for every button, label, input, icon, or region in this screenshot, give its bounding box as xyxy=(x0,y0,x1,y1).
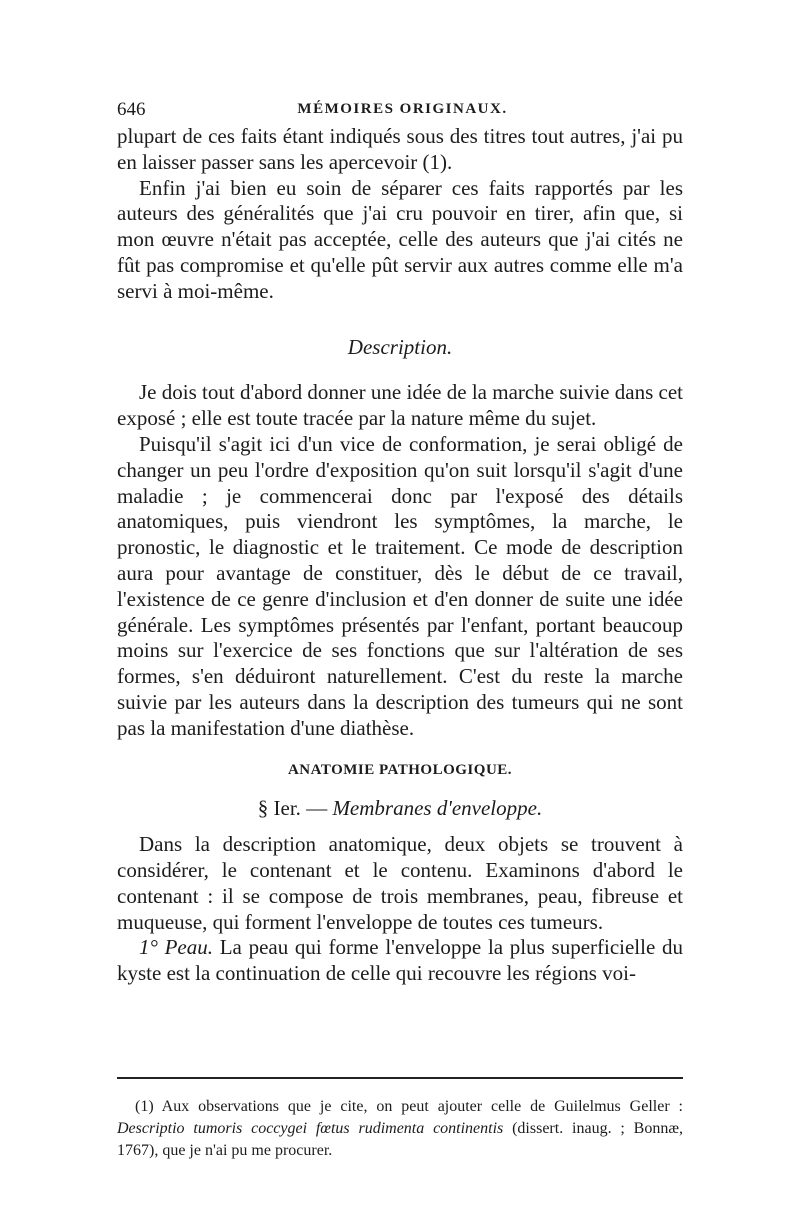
subsection-title-membranes xyxy=(117,796,683,822)
paragraph-continuation: plupart de ces faits étant indiqués sous des titres tout autres, j'ai pu en laisser passer sans les apercevoir (1). xyxy=(117,124,683,174)
footnote-text xyxy=(117,1096,683,1162)
peau-label: 1° Peau. xyxy=(139,935,214,960)
page-header xyxy=(117,99,688,125)
body-text xyxy=(117,124,683,987)
paragraph-description-anatomique: Dans la description anatomique, deux objets se trouvent à considérer, le contenant et le contenu. Examinons d'abord le contenant : il se compose de trois membranes, peau, fibreuse et muqueuse, qui forment l'enveloppe de toutes ces tumeurs. xyxy=(117,832,683,934)
footnote xyxy=(117,1096,683,1162)
paragraph-enfin: Enfin j'ai bien eu soin de séparer ces faits rapportés par les auteurs des généralités que j'ai cru pouvoir en tirer, afin que, si mon œuvre n'était pas acceptée, celle des auteurs que j'ai cités ne fût pas compromise et qu'elle pût servir aux autres comme elle m'a servi à moi-même. xyxy=(117,175,683,303)
footnote-part-1: (1) Aux observations que je cite, on peut ajouter celle de Guilelmus Geller : xyxy=(135,1098,683,1115)
footnote-part-3: (dissert. inaug. ; Bonnæ, 1767), que je n'ai pu me procurer. xyxy=(117,1120,684,1159)
running-title: MÉMOIRES ORIGINAUX. xyxy=(297,101,508,117)
section-title-description: Description. xyxy=(347,334,453,359)
section-title-anatomie: ANATOMIE PATHOLOGIQUE. xyxy=(287,761,513,778)
paragraph-conformation: Puisqu'il s'agit ici d'un vice de conformation, je serai obligé de changer un peu l'ordre d'exposition qu'on suit lorsqu'il s'agit d'une maladie ; je commencerai donc par l'exposé des détails anatomiques, puis viendront les symptômes, la marche, le pronostic, le diagnostic et le traitement. Ce mode de description aura pour avantage de constituer, dès le début de ce travail, l'existence de ce genre d'inclusion et d'en donner de suite une idée générale. Les symptômes présentés par l'enfant, portant beaucoup moins sur l'exercice de ses fonctions que sur l'altération de ses formes, s'en déduiront naturellement. C'est du reste la marche suivie par les auteurs dans la description des tumeurs qui ne sont pas la manifestation d'une diathèse. xyxy=(117,431,683,740)
subsection-name: Membranes d'enveloppe. xyxy=(332,796,543,821)
peau-text: La peau qui forme l'enveloppe la plus superficielle du kyste est la continuation de celle qui recouvre les régions voi- xyxy=(117,935,684,986)
footnote-divider xyxy=(117,1077,683,1079)
footnote-title-italic: Descriptio tumoris coccygei fœtus rudimenta continentis xyxy=(117,1120,504,1137)
page-number: 646 xyxy=(117,99,146,120)
subsection-dash: — xyxy=(300,796,333,821)
subsection-number: § Ier. xyxy=(257,796,301,821)
paragraph-peau xyxy=(117,935,683,987)
paragraph-marche: Je dois tout d'abord donner une idée de la marche suivie dans cet exposé ; elle est toute tracée par la nature même du sujet. xyxy=(117,380,683,431)
